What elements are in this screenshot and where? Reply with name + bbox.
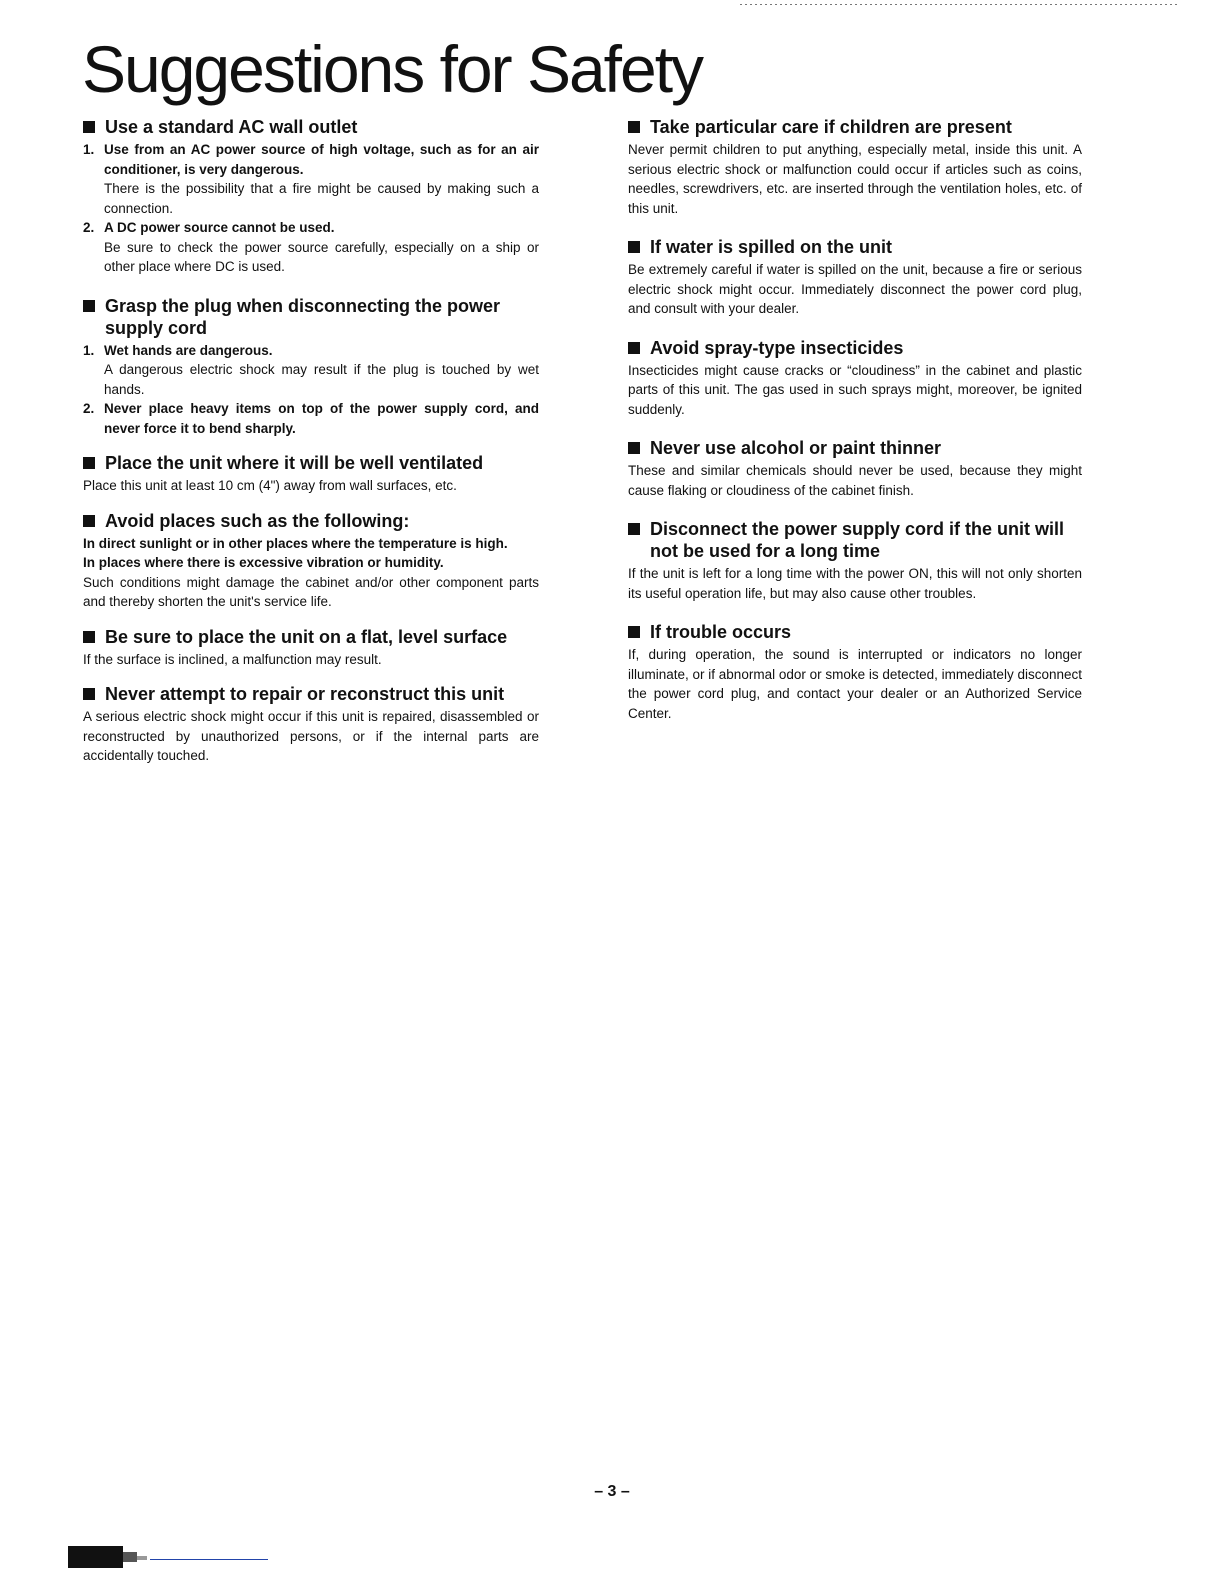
section-body: A serious electric shock might occur if this unit is repaired, disassembled or reconstructed by unauthorized persons, or if the internal parts are accidentally touched. [83,709,539,763]
section-body: If, during operation, the sound is interrupted or indicators no longer illuminate, or if abnormal odor or smoke is detected, immediately disconnect the power cord plug, and contact your dealer or an Authorized Service Center. [628,647,1082,721]
section-heading: If trouble occurs [628,621,1082,643]
section-avoid-places [83,510,539,612]
bullet-square-icon [628,523,640,535]
section-disconnect-cord [628,518,1082,603]
section-body: These and similar chemicals should never be used, because they might cause flaking or cloudiness of the cabinet finish. [628,463,1082,498]
item-text: There is the possibility that a fire might be caused by making such a connection. [104,181,539,216]
bullet-square-icon [83,515,95,527]
scan-artifact-mark [68,1542,158,1568]
right-column [628,116,1082,737]
numbered-item: 2. A DC power source cannot be used. Be sure to check the power source carefully, especially on a ship or other place where DC is used. [83,218,539,277]
section-body: Insecticides might cause cracks or “cloudiness” in the cabinet and plastic parts of this unit. The gas used in such sprays might, moreover, be ignited suddenly. [628,362,1082,417]
section-ac-outlet [83,116,539,277]
bullet-square-icon [83,457,95,469]
section-body: If the unit is left for a long time with the power ON, this will not only shorten its useful operation life, but may also cause other troubles. [628,566,1082,601]
section-body: Never permit children to put anything, especially metal, inside this unit. A serious electric shock or malfunction could occur if articles such as coins, needles, screwdrivers, etc. are inserted through the ventilation holes, etc. of this unit. [628,142,1082,216]
bullet-square-icon [83,300,95,312]
section-heading: Take particular care if children are present [628,116,1082,138]
page-number: – 3 – [594,1483,630,1500]
section-trouble [628,621,1082,723]
section-water-spilled [628,236,1082,319]
section-heading: Place the unit where it will be well ventilated [83,452,539,474]
bullet-square-icon [628,626,640,638]
item-text: Be sure to check the power source carefully, especially on a ship or other place where DC is used. [104,239,539,274]
section-body: Be extremely careful if water is spilled on the unit, because a fire or serious electric shock might occur. Immediately disconnect the power cord plug, and consult with your dealer. [628,262,1082,316]
left-column [83,116,539,780]
bullet-square-icon [628,121,640,133]
section-heading: If water is spilled on the unit [628,236,1082,258]
bullet-square-icon [628,442,640,454]
section-body: Place this unit at least 10 cm (4") away from wall surfaces, etc. [83,478,457,493]
section-warning: In places where there is excessive vibration or humidity. [83,555,444,570]
bullet-square-icon [83,631,95,643]
section-ventilation [83,452,539,496]
section-insecticides [628,337,1082,420]
scan-artifact-line [150,1559,268,1560]
section-no-repair [83,683,539,766]
page-title: Suggestions for Safety [82,32,703,106]
section-heading: Be sure to place the unit on a flat, level surface [83,626,539,648]
bullet-square-icon [628,342,640,354]
section-heading: Avoid spray-type insecticides [628,337,1082,359]
bullet-square-icon [628,241,640,253]
scan-top-edge [740,4,1180,5]
item-warning: Never place heavy items on top of the power supply cord, and never force it to bend sharply. [104,401,539,436]
section-heading: Never use alcohol or paint thinner [628,437,1082,459]
numbered-item: 1. Wet hands are dangerous. A dangerous electric shock may result if the plug is touched by wet hands. [83,341,539,400]
section-body: If the surface is inclined, a malfunction may result. [83,651,382,667]
section-grasp-plug [83,295,539,439]
section-heading: Use a standard AC wall outlet [83,116,539,138]
item-warning: Wet hands are dangerous. [104,342,273,358]
numbered-item: 2. Never place heavy items on top of the power supply cord, and never force it to bend sharply. [83,399,539,438]
bullet-square-icon [83,688,95,700]
section-body: Such conditions might damage the cabinet and/or other component parts and thereby shorten the unit's service life. [83,574,539,609]
item-warning: Use from an AC power source of high voltage, such as for an air conditioner, is very dangerous. [104,142,539,177]
section-heading: Avoid places such as the following: [83,510,539,532]
section-children [628,116,1082,218]
item-text: A dangerous electric shock may result if the plug is touched by wet hands. [104,362,539,397]
section-level-surface [83,626,539,670]
bullet-square-icon [83,121,95,133]
item-warning: A DC power source cannot be used. [104,220,335,235]
section-heading: Grasp the plug when disconnecting the power supply cord [83,295,539,339]
numbered-item: 1. Use from an AC power source of high voltage, such as for an air conditioner, is very dangerous. There is the possibility that a fire might be caused by making such a connection. [83,140,539,218]
section-heading: Never attempt to repair or reconstruct this unit [83,683,539,705]
section-warning: In direct sunlight or in other places where the temperature is high. [83,535,508,551]
section-heading: Disconnect the power supply cord if the unit will not be used for a long time [628,518,1082,562]
section-alcohol-thinner [628,437,1082,500]
